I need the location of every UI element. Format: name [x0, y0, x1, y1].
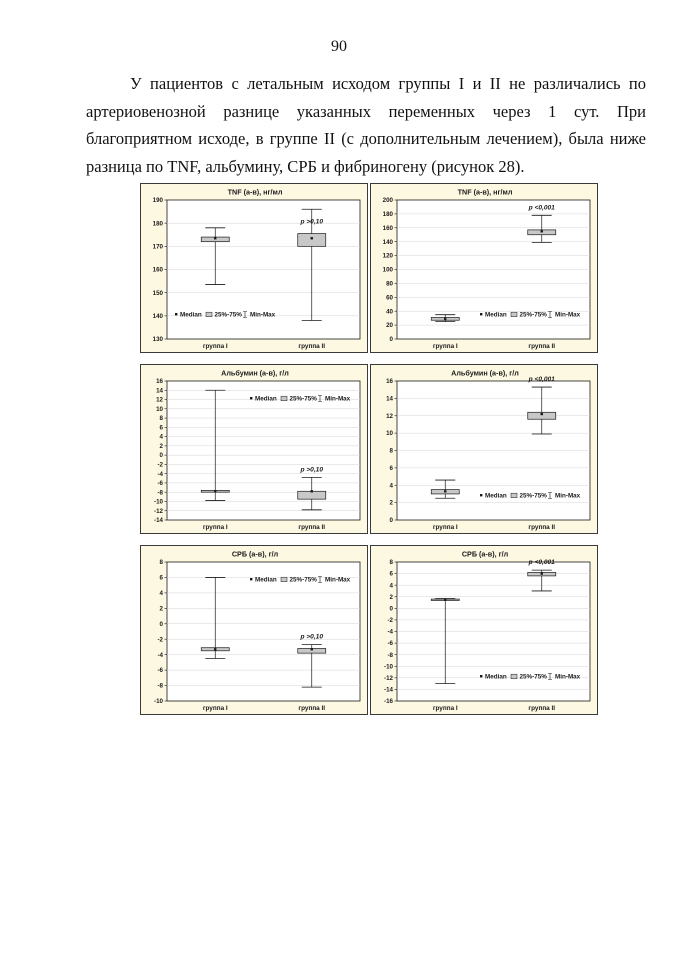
y-tick-label: 6 — [159, 574, 163, 582]
p-value-label: p <0,001 — [528, 559, 555, 567]
y-tick-label: 12 — [386, 412, 393, 420]
legend-iqr-label: 25%-75% — [519, 311, 547, 319]
y-tick-label: 2 — [159, 442, 163, 450]
y-tick-label: 150 — [152, 289, 163, 297]
legend-median-label: Median — [485, 673, 507, 681]
y-tick-label: -8 — [387, 651, 393, 659]
legend-median-marker — [250, 397, 252, 399]
y-tick-label: 4 — [159, 433, 163, 441]
x-category-label: группа II — [528, 343, 556, 350]
chart-albumin-2 — [370, 364, 598, 534]
y-tick-label: 20 — [386, 322, 393, 330]
y-tick-label: 130 — [152, 336, 163, 344]
y-tick-label: 6 — [389, 464, 393, 472]
legend-iqr-swatch — [281, 577, 287, 582]
legend-iqr-label: 25%-75% — [519, 673, 547, 681]
chart-tnf-1 — [140, 183, 368, 353]
median-marker — [311, 648, 313, 650]
y-tick-label: -10 — [154, 698, 163, 706]
y-tick-label: -2 — [157, 636, 163, 644]
legend — [250, 396, 351, 403]
median-marker — [444, 318, 446, 320]
chart-title: TNF (а-в), нг/мл — [227, 187, 283, 197]
x-category-label: группа I — [202, 343, 228, 350]
x-category-label: группа I — [432, 705, 458, 712]
median-marker — [311, 490, 313, 492]
y-tick-label: -6 — [387, 640, 393, 648]
y-tick-label: -14 — [384, 686, 393, 694]
legend — [480, 493, 581, 500]
legend — [480, 312, 581, 319]
legend-iqr-label: 25%-75% — [289, 576, 317, 584]
y-tick-label: 0 — [159, 620, 163, 628]
y-tick-label: -10 — [154, 498, 163, 506]
chart-svg — [371, 184, 599, 354]
y-tick-label: 0 — [389, 336, 393, 344]
legend-range-label: Min-Max — [250, 311, 276, 319]
chart-svg — [141, 184, 369, 354]
legend-iqr-swatch — [511, 493, 517, 498]
y-tick-label: 12 — [156, 396, 163, 404]
y-tick-label: -4 — [157, 470, 163, 478]
x-category-label: группа I — [432, 343, 458, 350]
iqr-box — [298, 234, 326, 247]
y-tick-label: 80 — [386, 280, 393, 288]
y-tick-label: 2 — [389, 593, 393, 601]
legend-iqr-swatch — [206, 312, 212, 317]
y-tick-label: -12 — [154, 507, 163, 515]
y-tick-label: -6 — [157, 480, 163, 488]
y-tick-label: 140 — [152, 312, 163, 320]
x-category-label: группа II — [298, 524, 326, 531]
legend — [250, 577, 351, 584]
y-tick-label: 120 — [382, 252, 393, 260]
y-tick-label: 2 — [159, 605, 163, 613]
median-marker — [214, 490, 216, 492]
y-tick-label: 40 — [386, 308, 393, 316]
legend-median-marker — [480, 313, 482, 315]
median-marker — [541, 230, 543, 232]
median-marker — [541, 572, 543, 574]
legend — [480, 674, 581, 681]
paragraph-line: артериовенозной разнице указанных переменных через 1 сут. При — [86, 101, 646, 121]
y-tick-label: -4 — [387, 628, 393, 636]
legend-iqr-label: 25%-75% — [214, 311, 242, 319]
legend-iqr-label: 25%-75% — [289, 395, 317, 403]
chart-crp-1 — [140, 545, 368, 715]
paragraph-line: У пациентов с летальным исходом группы I и II не различались по — [130, 74, 646, 93]
y-tick-label: 180 — [152, 220, 163, 228]
p-value-label: p <0,001 — [528, 204, 555, 212]
chart-tnf-2 — [370, 183, 598, 353]
y-tick-label: 160 — [382, 224, 393, 232]
y-tick-label: 160 — [152, 266, 163, 274]
paragraph-line: благоприятном исходе, в группе II (с дополнительным лечением), была ниже — [86, 129, 646, 148]
legend-range-label: Min-Max — [555, 311, 581, 319]
x-category-label: группа I — [432, 524, 458, 531]
y-tick-label: -2 — [387, 617, 393, 625]
y-tick-label: 4 — [389, 582, 393, 590]
legend-range-label: Min-Max — [555, 492, 581, 500]
x-category-label: группа I — [202, 524, 228, 531]
chart-title: Альбумин (а-в), г/л — [221, 368, 289, 378]
chart-svg — [371, 546, 599, 716]
legend-iqr-swatch — [511, 312, 517, 317]
median-marker — [311, 237, 313, 239]
y-tick-label: 190 — [152, 197, 163, 205]
y-tick-label: 14 — [386, 395, 393, 403]
y-tick-label: 0 — [389, 517, 393, 525]
y-tick-label: -12 — [384, 674, 393, 682]
x-category-label: группа I — [202, 705, 228, 712]
legend-median-marker — [175, 313, 177, 315]
legend-median-label: Median — [180, 311, 202, 319]
y-tick-label: 8 — [389, 559, 393, 567]
y-tick-label: 140 — [382, 238, 393, 246]
median-marker — [444, 490, 446, 492]
y-tick-label: 170 — [152, 243, 163, 251]
page-number: 90 — [331, 38, 347, 55]
legend-median-marker — [480, 494, 482, 496]
y-tick-label: -4 — [157, 651, 163, 659]
y-tick-label: 10 — [386, 430, 393, 438]
p-value-label: p >0,10 — [300, 633, 324, 641]
legend-range-label: Min-Max — [325, 576, 351, 584]
y-tick-label: -10 — [384, 663, 393, 671]
y-tick-label: 100 — [382, 266, 393, 274]
legend-median-label: Median — [485, 311, 507, 319]
y-tick-label: 16 — [386, 378, 393, 386]
y-tick-label: 0 — [159, 452, 163, 460]
y-tick-label: 6 — [159, 424, 163, 432]
legend — [175, 312, 276, 319]
chart-title: СРБ (а-в), г/л — [231, 549, 279, 559]
y-tick-label: -8 — [157, 682, 163, 690]
y-tick-label: 0 — [389, 605, 393, 613]
legend-iqr-swatch — [281, 396, 287, 401]
y-tick-label: 6 — [389, 570, 393, 578]
chart-title: Альбумин (а-в), г/л — [451, 368, 519, 378]
legend-iqr-label: 25%-75% — [519, 492, 547, 500]
median-marker — [541, 413, 543, 415]
y-tick-label: 8 — [159, 559, 163, 567]
chart-albumin-1 — [140, 364, 368, 534]
p-value-label: p <0,001 — [528, 376, 555, 384]
chart-svg — [371, 365, 599, 535]
legend-range-label: Min-Max — [325, 395, 351, 403]
y-tick-label: 4 — [389, 482, 393, 490]
x-category-label: группа II — [298, 705, 326, 712]
y-tick-label: 60 — [386, 294, 393, 302]
y-tick-label: 8 — [389, 447, 393, 455]
legend-median-label: Median — [255, 576, 277, 584]
y-tick-label: 16 — [156, 378, 163, 386]
y-tick-label: 4 — [159, 589, 163, 597]
chart-crp-2 — [370, 545, 598, 715]
y-tick-label: -6 — [157, 667, 163, 675]
y-tick-label: -2 — [157, 461, 163, 469]
chart-svg — [141, 546, 369, 716]
median-marker — [214, 237, 216, 239]
y-tick-label: -14 — [154, 517, 163, 525]
legend-median-label: Median — [485, 492, 507, 500]
p-value-label: p >0,10 — [300, 218, 324, 226]
x-category-label: группа II — [298, 343, 326, 350]
paragraph-line: разница по TNF, альбумину, СРБ и фибриногену (рисунок 28). — [86, 156, 525, 176]
legend-median-marker — [250, 578, 252, 580]
y-tick-label: 14 — [156, 387, 163, 395]
chart-svg — [141, 365, 369, 535]
body-paragraph — [86, 70, 646, 180]
y-tick-label: 2 — [389, 499, 393, 507]
median-marker — [214, 648, 216, 650]
chart-title: TNF (а-в), нг/мл — [457, 187, 513, 197]
median-marker — [444, 598, 446, 600]
y-tick-label: -8 — [157, 489, 163, 497]
p-value-label: p >0,10 — [300, 466, 324, 474]
x-category-label: группа II — [528, 705, 556, 712]
chart-title: СРБ (а-в), г/л — [461, 549, 509, 559]
legend-median-marker — [480, 675, 482, 677]
legend-iqr-swatch — [511, 674, 517, 679]
y-tick-label: 180 — [382, 211, 393, 218]
legend-median-label: Median — [255, 395, 277, 403]
y-tick-label: 8 — [159, 415, 163, 423]
legend-range-label: Min-Max — [555, 673, 581, 681]
y-tick-label: -16 — [384, 698, 393, 706]
y-tick-label: 200 — [382, 197, 393, 205]
x-category-label: группа II — [528, 524, 556, 531]
y-tick-label: 10 — [156, 405, 163, 413]
